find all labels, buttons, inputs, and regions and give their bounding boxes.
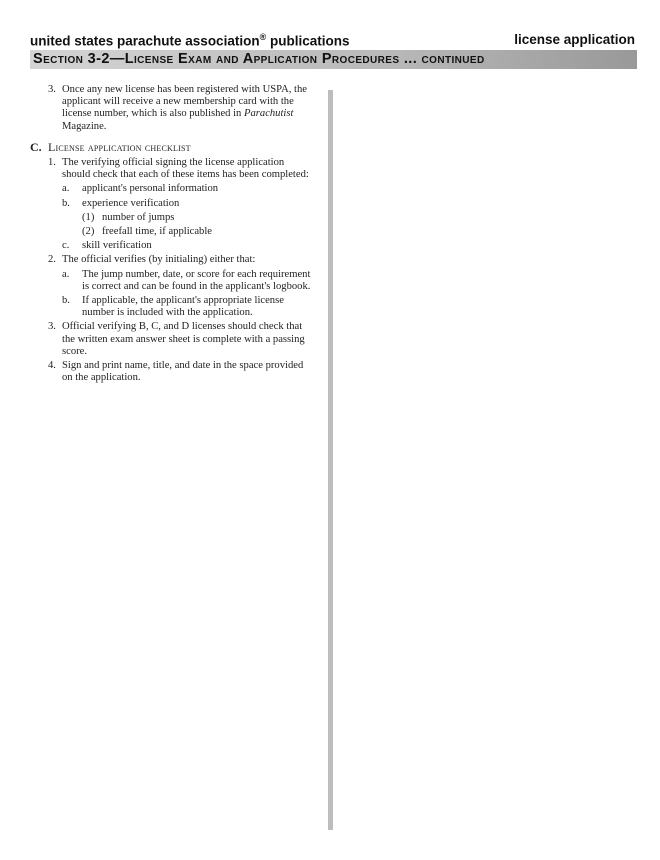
sub-item: a. The jump number, date, or score for each requirement is correct and can be found in the applicant's logbook. — [62, 268, 311, 292]
sub-item: c. skill verification — [62, 240, 152, 252]
sub-item: b. experience verification — [62, 197, 180, 209]
list-item: 2. The official verifies (by initialing) either that: — [48, 254, 256, 266]
heading-text: License application checklist — [48, 139, 191, 154]
item-number: 3. — [48, 84, 56, 95]
column-divider — [328, 90, 333, 830]
list-item: 3. Official verifying B, C, and D licenses should check that the written exam answer sheet is complete with a passing score. — [48, 321, 305, 357]
sub-item: a. applicant's personal information — [62, 183, 219, 195]
registered-mark: ® — [259, 32, 267, 42]
checklist-list — [30, 157, 315, 384]
checklist-heading — [30, 141, 315, 153]
intro-list — [30, 84, 315, 133]
document-title: license application — [514, 32, 635, 47]
item-text: Once any new license has been registered with USPA, the applicant will receive a new membership card with the license number, which is also published in Parachutist Magazine. — [62, 84, 307, 132]
heading-letter: C. — [30, 139, 42, 154]
section-title: Section 3-2—License Exam and Application Procedures ... continued — [33, 51, 485, 67]
list-item: 4. Sign and print name, title, and date in the space provided on the application. — [48, 360, 304, 384]
left-column — [30, 84, 315, 386]
magazine-name: Parachutist — [244, 108, 294, 120]
sub-sub-item: (1) number of jumps — [82, 211, 175, 223]
publication-title: united states parachute association® publications — [30, 32, 350, 49]
section-bar — [30, 50, 637, 69]
sub-sub-item: (2) freefall time, if applicable — [82, 226, 212, 238]
sub-item: b. If applicable, the applicant's appropriate license number is included with the application. — [62, 295, 284, 319]
list-item — [30, 84, 315, 133]
list-item: 1. The verifying official signing the license application should check that each of these items has been completed: — [48, 157, 309, 181]
